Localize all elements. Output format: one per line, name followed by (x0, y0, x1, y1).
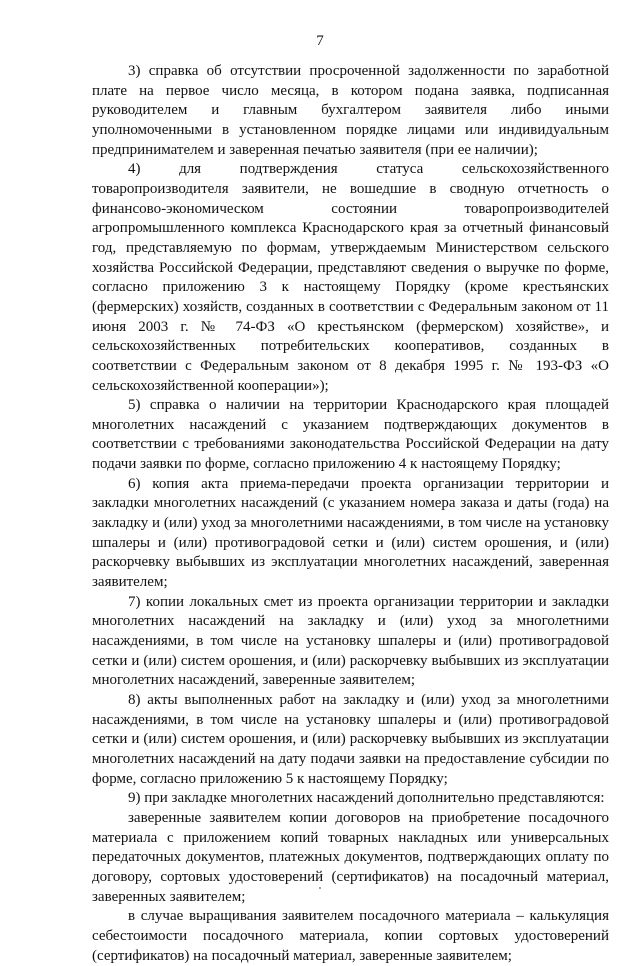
paragraph-item-5: 5) справка о наличии на территории Краснодарского края площадей многолетних насаждений с указанием подтверждающих документов в соответствии с требованиями законодательства Российской Федерации на дату подачи заявки по форме, согласно приложению 4 к настоящему Порядку; (92, 397, 609, 473)
paragraph-item-9-own-seedlings: в случае выращивания заявителем посадочного материала – калькуляция себестоимости посадочного материала, копии сортовых удостоверений (сертификатов) на посадочный материал, заверенные заявителем; (92, 908, 609, 964)
document-body (92, 62, 609, 966)
paragraph-item-7: 7) копии локальных смет из проекта организации территории и закладки многолетних насаждений на закладку и (или) уход за многолетними насаждениями, в том числе на установку шпалеры и (или) противоградовой сетки и (или) систем орошения, и (или) раскорчевку выбывших из эксплуатации многолетних насаждений, заверенные заявителем; (92, 593, 609, 689)
paragraph-item-6: 6) копия акта приема-передачи проекта организации территории и закладки многолетних насаждений (с указанием номера заказа и даты (года) на закладку и (или) уход за многолетними насаждениями, в том числе на установку шпалеры и (или) противоградовой сетки и (или) систем орошения, и (или) раскорчевку выбывших из эксплуатации многолетних насаждений, заверенная заявителем; (92, 475, 609, 591)
page-number: 7 (316, 33, 324, 49)
paragraph-item-8: 8) акты выполненных работ на закладку и (или) уход за многолетними насаждениями, в том числе на установку шпалеры и (или) противоградовой сетки и (или) систем орошения, и (или) раскорчевку выбывших из эксплуатации многолетних насаждений на дату подачи заявки на предоставление субсидии по форме, согласно приложению 5 к настоящему Порядку; (92, 692, 609, 787)
scan-speck (319, 887, 321, 889)
paragraph-item-9-contracts: заверенные заявителем копии договоров на приобретение посадочного материала с приложением копий товарных накладных или универсальных передаточных документов, платежных документов, подтверждающих оплату по договору, сортовых удостоверений (сертификатов) на посадочный материал, заверенных заявителем; (92, 809, 609, 905)
paragraph-item-4: 4) для подтверждения статуса сельскохозяйственного товаропроизводителя заявители, не вошедшие в сводную отчетность о финансово-экономическом состоянии товаропроизводителей агропромышленного комплекса Краснодарского края за отчетный финансовый год, представляемую по формам, утверждаемым Министерством сельского хозяйства Российской Федерации, представляют сведения о выручке по форме, согласно приложению 3 к настоящему Порядку (кроме крестьянских (фермерских) хозяйств, созданных в соответствии с Федеральным законом от 11 июня 2003 г. № 74-ФЗ «О крестьянском (фермерском) хозяйстве», и сельскохозяйственных потребительских кооперативов, созданных в соответствии с Федеральным законом от 8 декабря 1995 г. № 193-ФЗ «О сельскохозяйственной кооперации»); (92, 161, 609, 394)
paragraph-item-9: 9) при закладке многолетних насаждений дополнительно представляются: (128, 790, 605, 807)
paragraph-item-3: 3) справка об отсутствии просроченной задолженности по заработной плате на первое число месяца, в котором подана заявка, подписанная руководителем и главным бухгалтером заявителя либо иными уполномоченными в установленном порядке лицами или индивидуальным предпринимателем и заверенная печатью заявителя (при ее наличии); (92, 63, 609, 158)
